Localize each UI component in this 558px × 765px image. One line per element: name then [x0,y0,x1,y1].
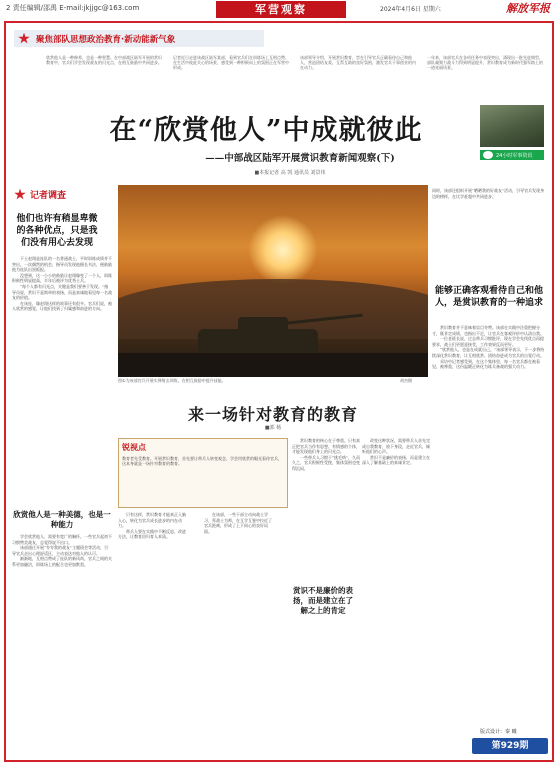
star-icon [14,189,26,201]
paragraph: 改变这种状况，需要带兵人首先完成自我教育，放下身段，走近官兵，倾听他们的心声。 [362,438,430,455]
main-headline: 在“欣赏他人”中成就彼此 [109,115,423,146]
reporter-badge [14,188,100,201]
section-title: 军营观察 [216,1,346,18]
sub-headline: ——中部战区陆军开展赏识教育新闻观察(下) [205,153,395,164]
star-icon [18,33,30,45]
photo-caption: 图①为该部官兵开展实弹射击训练，在相互鼓励中提升技能。 [118,378,226,383]
intro-column: 欣赏他人是一种修养，也是一种智慧。在中部战区陆军开展的赏识教育中，官兵们学会发现战友的闪光点，在相互鼓励中共同进步。 [46,55,162,65]
paragraph: 带兵人要在实践中不断反思、改进方法，让教育回归育人本质。 [118,528,186,540]
second-byline: ■郭 杨 [264,425,282,431]
paragraph: 同时，该部还组织开展“晒晒我的好战友”活动，引导官兵发现身边的榜样，在比学赶超中共同进步。 [432,188,545,199]
intro-column: 一年来，该部官兵在各项任务中表现突出，涌现出一批先进典型，部队凝聚力战斗力得到明显提升，赏识教育成为新时代强军路上的一道亮丽风景。 [427,55,543,70]
paragraph: “每个人都有闪光点，关键是我们要善于发现。”指导员说，赏识不是简单的表扬，而是真诚地看见每一名战友的价值。 [12,283,112,301]
paragraph: 赏识教育的核心在于尊重。只有真正把官兵当作有思想、有情感的个体，才能发现他们身上的闪光点。 [292,438,360,455]
paragraph: “欣赏他人，也是在成就自己。”该部领导表示，下一步将持续深化赏识教育，让互相欣赏、团结奋进成为官兵的自觉行动。 [432,347,545,358]
ground [118,353,428,377]
left-column-text [12,256,112,504]
comment-label: 锐视点 [122,443,146,452]
paragraph: 下士赵翔是连队的一名普通战士，平时训练成绩并不突出。一次偶然的机会，指导员发现他擅长书法，便鼓励他为连队出黑板报。 [12,256,112,273]
middle-column-text [204,512,274,752]
paragraph: 一位老班长说，过去带兵习惯批评，现在学会先找优点再提要求，战士们更愿意接受，工作效果反而更好。 [432,336,544,347]
masthead [0,0,558,22]
paragraph: 在该连，像赵翔这样的故事还有很多。官兵们说，被人欣赏的感觉，让他们找到了归属感和前进的方向。 [12,300,112,312]
newspaper-logo: 解放军报 [506,2,550,15]
right-section-headline: 能够正确客观看待自己和他人，是赏识教育的一种追求 [434,286,543,308]
page-info: 2 责任编辑/邵禹 E-mail:jkjjgc@163.com [6,4,140,12]
column-banner [14,30,264,47]
intro-text [46,55,546,95]
intro-column: 该部领导介绍，开展赏识教育，旨在引导官兵正确看待自己和他人，营造团结友爱、互帮互助的良好氛围，激发官兵干事创业的内在动力。 [300,55,416,70]
middle-column-text [362,438,432,738]
paragraph: 一些带兵人习惯于“挑毛病”，久而久之，官兵积极性受挫，集体氛围也变得沉闷。 [292,454,361,471]
photo-credit: 胡杰摄 [400,378,412,383]
wechat-banner [480,150,544,160]
paragraph: 赏识教育并不意味着盲目夸赞。该部在实践中注重把握分寸，既肯定成绩，也指出不足，让官兵在客观评价中认清自我。 [432,325,544,336]
layout-editor: 版式设计：秦 曦 [480,729,517,735]
wechat-icon [483,151,493,159]
column-title: 聚焦部队思想政治教育·新动能新气象 [36,34,176,45]
wechat-label: 24小时军事资讯 [496,152,533,159]
main-photo [118,185,428,377]
sun-glow [248,215,318,285]
second-headline: 来一场针对教育的教育 [187,405,358,424]
reporter-section [14,188,100,258]
middle-subheadline: 赏识不是廉价的表扬，而是建立在了解之上的肯定 [293,586,353,615]
byline: ■本报记者 高 凯 通讯员 刘景伟 [254,170,326,176]
comment-body: 教育者先受教育。开展赏识教育，首先要让带兵人转变观念，学会用欣赏的眼光看待官兵，这本身就是一场针对教育的教育。 [122,456,282,467]
paragraph: 在该部，一些干部主动向战士学习，拜战士为师，在互学互鉴中拉近了官兵距离，形成了上下同心的良好局面。 [204,512,272,534]
paragraph: 只有这样，赏识教育才能真正入脑入心，转化为官兵成长进步的内在动力。 [118,512,186,529]
comment-box [118,438,288,508]
left-subheadline: 欣赏他人是一种美德，也是一种能力 [13,510,111,529]
right-column-body [432,325,546,725]
paragraph: 没想到，这一小小的鼓励让赵翔像变了一个人，训练积极性明显提高，半年后被评为优秀士兵。 [12,272,112,284]
paragraph: 该部通过开展“夸夸我的战友”主题班会等活动，引导官兵走出心理舒适区，主动表达对他人的认可。 [12,545,109,556]
paragraph: 渐渐地，互相点赞成了连队的新风尚，官兵之间的关系更加融洽，训练场上的配合也更加默契。 [12,556,112,567]
paragraph: 赏识不是廉价的表扬，而是建立在深入了解基础上的真诚肯定。 [362,454,430,466]
paragraph: 采访中记者感受到，在这个集体里，每一名官兵都在被看见、被尊重，这份温暖正转化为练兵备战的强大动力。 [432,358,540,370]
middle-column-text [292,438,362,578]
thumbnail-image [480,105,544,147]
section-headline: 他们也许有稍显卑微的各种优点，只是我们没有用心去发现 [16,214,98,248]
middle-column-text [118,512,188,752]
issue-badge: 第929期 [472,738,548,754]
left-column-body [12,534,112,756]
publication-date: 2024年4月6日 星期六 [380,6,441,13]
right-column-text [432,188,546,278]
intro-column: 记者近日走进该战区陆军某部，看到官兵们在训练场上互相点赞、在生活中彼此关心的场景，感受到一种积极向上的氛围正在军营中形成。 [173,55,289,70]
paragraph: 学会欣赏他人，需要有宽广的胸怀。一些官兵起初不习惯赞美战友，总觉得说不出口。 [12,534,112,545]
badge-label: 记者调查 [30,191,67,201]
